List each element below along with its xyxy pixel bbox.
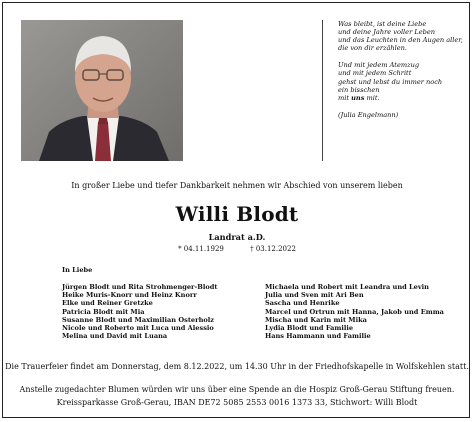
poem-line: und deine Jahre voller Leben	[338, 28, 435, 37]
mourner-entry: Michaela und Robert mit Leandra und Levin	[265, 283, 429, 291]
poem	[338, 20, 468, 128]
poem-line	[338, 94, 468, 102]
poem-stanza-2	[338, 61, 468, 101]
poem-text: mit.	[364, 93, 380, 102]
mourner-entry: Sascha und Henrike	[265, 299, 340, 308]
poem-line: Was bleibt, ist deine Liebe	[338, 20, 427, 28]
poem-bold-word: uns	[351, 93, 365, 102]
bank-details: Kreissparkasse Groß-Gerau, IBAN DE72 5085 2553 0016 1373 33, Stichwort: Willi Blodt	[56, 398, 418, 407]
mourners-list-right	[265, 283, 444, 340]
poem-stanza-1	[338, 20, 468, 52]
mourner-entry: Marcel und Ortrun mit Hanna, Jakob und Emma	[265, 307, 444, 316]
birth-date: * 04.11.1929	[178, 245, 224, 253]
poem-line: gehst und lebst du immer noch	[338, 77, 443, 86]
poem-line: ein bisschen	[338, 85, 380, 94]
mourner-entry: Susanne Blodt und Maximilian Osterholz	[62, 315, 215, 324]
poem-author: (Julia Engelmann)	[338, 110, 399, 119]
donation-info	[0, 383, 474, 409]
intro-text: In großer Liebe und tiefer Dankbarkeit nehmen wir Abschied von unserem lieben	[71, 181, 403, 190]
deceased-title: Landrat a.D.	[208, 232, 266, 242]
mourner-entry: Patricia Blodt mit Mia	[62, 307, 145, 316]
life-dates	[0, 245, 474, 253]
deceased-name: Willi Blodt	[175, 202, 299, 226]
poem-line: die von dir erzählen.	[338, 44, 408, 53]
mourner-entry: Mischa und Karin mit Mika	[265, 315, 367, 324]
poem-line: und mit jedem Schritt	[338, 69, 412, 78]
mourner-entry: Hans Hammann und Familie	[265, 332, 371, 341]
mourner-entry: Lydia Blodt und Familie	[265, 324, 354, 333]
mourner-entry: Melina und David mit Luana	[62, 332, 168, 341]
portrait-photo	[21, 20, 183, 161]
mourner-entry: Julia und Sven mit Ari Ben	[265, 291, 364, 300]
mourners-list-left	[62, 283, 217, 340]
poem-text: mit	[338, 93, 352, 102]
mourner-entry: Elke und Reiner Gretzke	[62, 299, 153, 308]
divider-line	[322, 20, 323, 161]
mourner-entry: Nicole und Roberto mit Luca und Alessio	[62, 324, 214, 333]
mourners-heading: In Liebe	[62, 266, 93, 274]
mourner-entry: Heike Muris-Knorr und Heinz Knorr	[62, 291, 197, 300]
poem-line: und das Leuchten in den Augen aller,	[338, 36, 463, 45]
mourner-entry: Jürgen Blodt und Rita Strohmenger-Blodt	[62, 283, 218, 291]
death-date: † 03.12.2022	[250, 245, 296, 253]
service-info: Die Trauerfeier findet am Donnerstag, dem 8.12.2022, um 14.30 Uhr in der Friedhofskapelle in Wolfskehlen statt.	[5, 362, 469, 371]
donation-request: Anstelle zugedachter Blumen würden wir uns über eine Spende an die Hospiz Groß-Gerau Stiftung freuen.	[19, 385, 455, 394]
poem-line: Und mit jedem Atemzug	[338, 61, 420, 70]
